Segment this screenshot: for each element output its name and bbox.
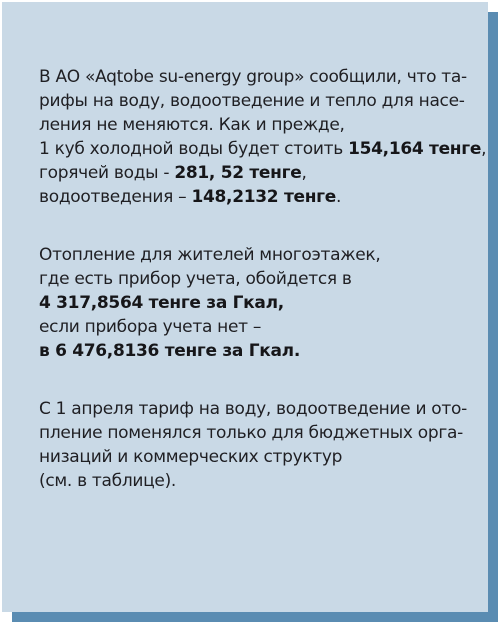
hot-water-punct: , xyxy=(301,163,307,183)
p2-line-2: где есть прибор учета, обойдется в xyxy=(39,269,352,289)
info-card xyxy=(2,2,488,612)
p1-line-4 xyxy=(39,137,487,161)
p1-line-2: рифы на воду, водоотведение и тепло для насе- xyxy=(39,91,465,111)
p3-line-1: С 1 апреля тариф на воду, водоотведение и ото- xyxy=(39,399,467,419)
p3-line-4: (см. в таблице). xyxy=(39,471,177,491)
hot-water-label: горячей воды - xyxy=(39,163,175,183)
drainage-price: 148,2132 тенге xyxy=(191,187,336,207)
drainage-label: водоотведения – xyxy=(39,187,192,207)
p1-line-5 xyxy=(39,161,464,185)
hot-water-price: 281, 52 тенге xyxy=(174,163,302,183)
card-text xyxy=(39,65,487,493)
heating-without-meter-price: в 6 476,8136 тенге за Гкал. xyxy=(39,341,300,361)
p2-line-4: если прибора учета нет – xyxy=(39,317,262,337)
p3-line-3: низаций и коммерческих структур xyxy=(39,447,343,467)
cold-water-punct: , xyxy=(481,139,487,159)
p1-line-1: В АО «Aqtobe su-energy group» сообщили, что та- xyxy=(39,67,467,87)
drainage-punct: . xyxy=(336,187,342,207)
cold-water-price: 154,164 тенге xyxy=(348,139,482,159)
cold-water-label: 1 куб холодной воды будет стоить xyxy=(39,139,349,159)
p1-line-3: ления не меняются. Как и прежде, xyxy=(39,115,345,135)
p3-line-2: пление поменялся только для бюджетных орга- xyxy=(39,423,463,443)
paragraph-gap xyxy=(39,209,464,243)
p2-line-1: Отопление для жителей многоэтажек, xyxy=(39,245,381,265)
paragraph-gap xyxy=(39,363,464,397)
p1-line-6 xyxy=(39,185,464,209)
heating-with-meter-price: 4 317,8564 тенге за Гкал, xyxy=(39,293,284,313)
